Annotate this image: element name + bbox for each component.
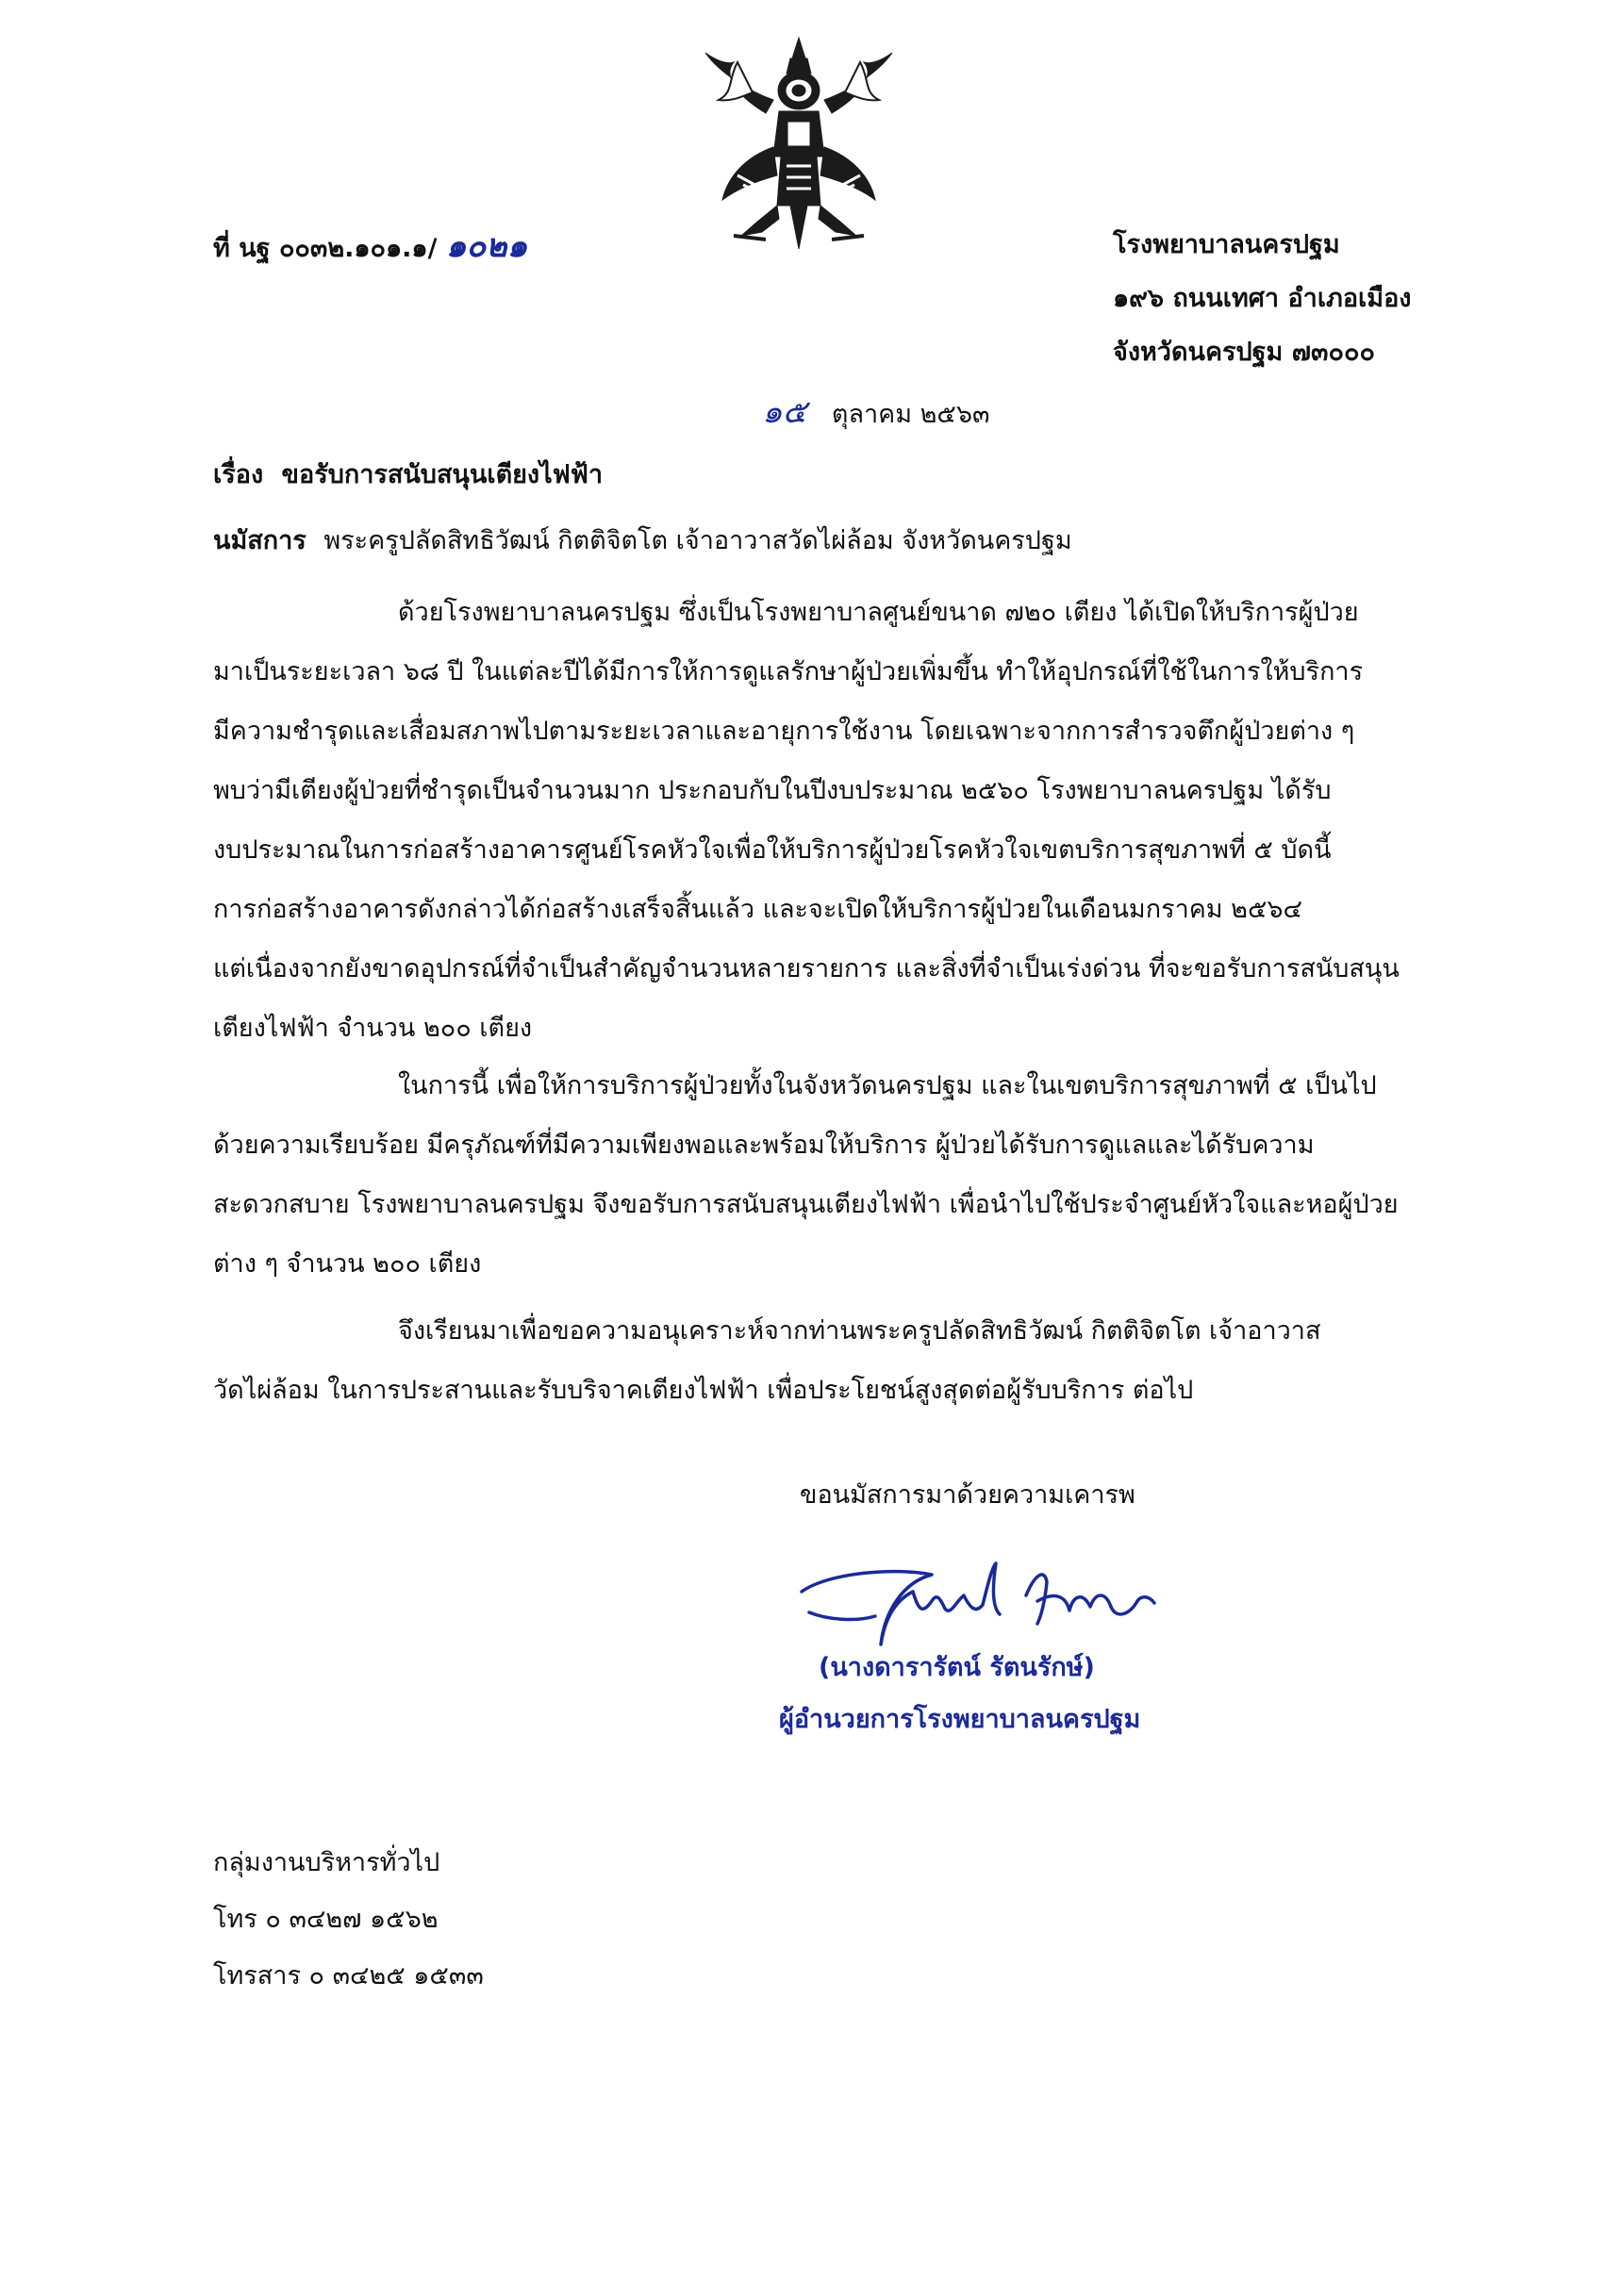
- paragraph-line: ต่าง ๆ จำนวน ๒๐๐ เตียง: [213, 1249, 482, 1279]
- reference-prefix: ที่ นฐ ๐๐๓๒.๑๐๑.๑/: [213, 234, 438, 263]
- paragraph-line: ด้วยความเรียบร้อย มีครุภัณฑ์ที่มีความเพียงพอและพร้อมให้บริการ ผู้ป่วยได้รับการดูแลและได้รับความ: [213, 1131, 1315, 1160]
- subject-label: เรื่อง: [213, 460, 264, 489]
- paragraph-line: จึงเรียนมาเพื่อขอความอนุเคราะห์จากท่านพระครูปลัดสิทธิวัฒน์ กิตติจิตโต เจ้าอาวาส: [398, 1316, 1321, 1346]
- signatory-name: (นางดารารัตน์ รัตนรักษ์): [819, 1653, 1095, 1682]
- body-paragraph-1: [213, 583, 1477, 1058]
- salutation-line: [213, 528, 1072, 553]
- org-address-line1: ๑๙๖ ถนนเทศา อำเภอเมือง: [1113, 284, 1412, 313]
- paragraph-line: ในการนี้ เพื่อให้การบริการผู้ป่วยทั้งในจังหวัดนครปฐม และในเขตบริการสุขภาพที่ ๕ เป็นไป: [398, 1071, 1377, 1100]
- date-month-year: ตุลาคม ๒๕๖๓: [831, 400, 990, 429]
- paragraph-line: มาเป็นระยะเวลา ๖๘ ปี ในแต่ละปีได้มีการให้การดูแลรักษาผู้ป่วยเพิ่มขึ้น ทำให้อุปกรณ์ที่ใช้ในการให้บริการ: [213, 657, 1364, 686]
- body-paragraph-2: [213, 1056, 1477, 1294]
- salutation-text: พระครูปลัดสิทธิวัฒน์ กิตติจิตโต เจ้าอาวาสวัดไผ่ล้อม จังหวัดนครปฐม: [323, 526, 1072, 555]
- document-reference: [213, 227, 528, 265]
- garuda-emblem-icon: [700, 34, 898, 253]
- letter-date: [762, 393, 990, 431]
- footer-department: กลุ่มงานบริหารทั่วไป: [213, 1848, 440, 1877]
- paragraph-line: เตียงไฟฟ้า จำนวน ๒๐๐ เตียง: [213, 1014, 533, 1043]
- paragraph-line: การก่อสร้างอาคารดังกล่าวได้ก่อสร้างเสร็จสิ้นแล้ว และจะเปิดให้บริการผู้ป่วยในเดือนมกราคม ๒๕๖๔: [213, 895, 1302, 924]
- paragraph-line: มีความชำรุดและเสื่อมสภาพไปตามระยะเวลาและอายุการใช้งาน โดยเฉพาะจากการสำรวจตึกผู้ป่วยต่าง ๆ: [213, 717, 1355, 746]
- closing-line: ขอนมัสการมาด้วยความเคารพ: [800, 1480, 1135, 1510]
- footer-phone: โทร ๐ ๓๔๒๗ ๑๕๖๒: [213, 1905, 439, 1934]
- subject-line: [213, 462, 603, 487]
- body-paragraph-3: [213, 1301, 1477, 1420]
- signatory-title: ผู้อำนวยการโรงพยาบาลนครปฐม: [779, 1705, 1141, 1734]
- org-address-line2: จังหวัดนครปฐม ๗๓๐๐๐: [1113, 338, 1375, 367]
- org-name: โรงพยาบาลนครปฐม: [1113, 230, 1340, 259]
- paragraph-line: งบประมาณในการก่อสร้างอาคารศูนย์โรคหัวใจเพื่อให้บริการผู้ป่วยโรคหัวใจเขตบริการสุขภาพที่ ๕ บัดนี้: [213, 835, 1332, 865]
- paragraph-line: สะดวกสบาย โรงพยาบาลนครปฐม จึงขอรับการสนับสนุนเตียงไฟฟ้า เพื่อนำไปใช้ประจำศูนย์หัวใจและหอผู้ป่วย: [213, 1190, 1399, 1219]
- paragraph-line: วัดไผ่ล้อม ในการประสานและรับบริจาคเตียงไฟฟ้า เพื่อประโยชน์สูงสุดต่อผู้รับบริการ ต่อไป: [213, 1376, 1194, 1405]
- salutation-label: นมัสการ: [213, 526, 307, 555]
- paragraph-line: พบว่ามีเตียงผู้ป่วยที่ชำรุดเป็นจำนวนมาก ประกอบกับในปีงบประมาณ ๒๕๖๐ โรงพยาบาลนครปฐม ได้รับ: [213, 776, 1332, 805]
- paragraph-line: ด้วยโรงพยาบาลนครปฐม ซึ่งเป็นโรงพยาบาลศูนย์ขนาด ๗๒๐ เตียง ได้เปิดให้บริการผู้ป่วย: [398, 598, 1359, 627]
- subject-text: ขอรับการสนับสนุนเตียงไฟฟ้า: [281, 460, 604, 489]
- paragraph-line: แต่เนื่องจากยังขาดอุปกรณ์ที่จำเป็นสำคัญจำนวนหลายรายการ และสิ่งที่จำเป็นเร่งด่วน ที่จะขอรับการสนับสนุน: [213, 954, 1400, 983]
- footer-fax: โทรสาร ๐ ๓๔๒๕ ๑๕๓๓: [213, 1961, 484, 1990]
- reference-number-handwritten: ๑๐๒๑: [445, 227, 528, 265]
- date-day-handwritten: ๑๕: [762, 393, 807, 431]
- handwritten-signature: [790, 1554, 1168, 1658]
